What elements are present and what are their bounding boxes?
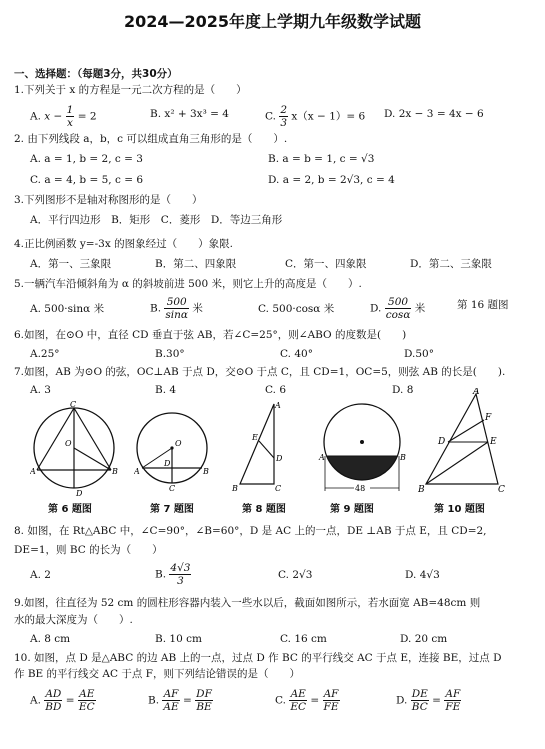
q5-option-c[interactable]: C. 500·cosα 米 — [258, 303, 335, 315]
q6-stem: 6.如图，在⊙O 中，直径 CD 垂直于弦 AB，若∠C=25°，则∠ABO 的度数是( ) — [14, 329, 407, 341]
svg-text:B: B — [112, 467, 118, 476]
q8-option-a[interactable]: A. 2 — [30, 569, 51, 581]
fraction: $\frac{AE}{EC}$ — [290, 688, 307, 713]
q7-option-c[interactable]: C. 6 — [265, 384, 287, 396]
q10-option-a[interactable]: A. $\frac{AD}{BD}$ = $\frac{AE}{EC}$ — [30, 688, 95, 713]
q7-option-b[interactable]: B. 4 — [155, 384, 177, 396]
q10-stem-line2: 作 BE 的平行线交 AC 于点 F，则下列结论错误的是（ ） — [14, 668, 300, 680]
q2-option-d[interactable]: D. a = 2, b = 2√3, c = 4 — [268, 174, 395, 186]
svg-text:D: D — [276, 454, 283, 463]
fraction: $\frac{1}{x}$ — [66, 104, 74, 129]
svg-text:E: E — [490, 437, 497, 447]
q1-option-b[interactable]: B. x² + 3x³ = 4 — [150, 108, 229, 120]
q9-option-b[interactable]: B. 10 cm — [155, 633, 202, 645]
fraction: $\frac{500}{\cos\alpha}$ — [385, 296, 411, 321]
q6-option-d[interactable]: D.50° — [404, 348, 434, 360]
figure-7-circle-diagram — [134, 402, 214, 492]
q8-stem-line1: 8. 如图，在 Rt△ABC 中，∠C=90°，∠B=60°，D 是 AC 上的一点，DE ⊥AB 于点 E，且 CD=2, — [14, 525, 487, 537]
svg-text:B: B — [400, 453, 406, 462]
q10-stem-line1: 10. 如图，点 D 是△ABC 的边 AB 上的一点，过点 D 作 BC 的平行线交 AC 于点 E，连接 BE，过点 D — [14, 652, 502, 664]
fraction: $\frac{AE}{EC}$ — [78, 688, 95, 713]
svg-text:C: C — [70, 400, 77, 409]
q6-option-a[interactable]: A.25° — [30, 348, 60, 360]
q5-option-b[interactable]: B. $\frac{500}{\sin\alpha}$ 米 — [150, 296, 203, 321]
svg-text:D: D — [164, 459, 171, 468]
svg-text:A: A — [319, 453, 325, 462]
svg-text:E: E — [252, 433, 258, 442]
q9-option-a[interactable]: A. 8 cm — [30, 633, 71, 645]
q2-option-c[interactable]: C. a = 4, b = 5, c = 6 — [30, 174, 144, 186]
q2-option-b[interactable]: B. a = b = 1, c = √3 — [268, 153, 375, 165]
q4-stem: 4.正比例函数 y=-3x 的图象经过（ ）象限. — [14, 238, 233, 250]
svg-text:D: D — [76, 489, 83, 498]
q2-option-a[interactable]: A. a = 1, b = 2, c = 3 — [30, 153, 143, 165]
fraction: $\frac{500}{\sin\alpha}$ — [165, 296, 189, 321]
svg-text:A: A — [275, 401, 281, 410]
q4-option-c[interactable]: C．第一、四象限 — [285, 258, 367, 270]
fraction: $\frac{AF}{FE}$ — [445, 688, 461, 713]
svg-text:F: F — [485, 413, 492, 423]
svg-text:B: B — [418, 485, 425, 495]
page-title: 2024—2025年度上学期九年级数学试题 — [123, 12, 422, 31]
q10-option-d[interactable]: D. $\frac{DE}{BC}$ = $\frac{AF}{FE}$ — [396, 688, 461, 713]
q6-option-b[interactable]: B.30° — [155, 348, 185, 360]
q5-stem: 5.一辆汽车沿倾斜角为 α 的斜坡前进 500 米，则它上升的高度是（ ）. — [14, 278, 362, 290]
svg-text:C: C — [275, 484, 282, 493]
figure-7-caption: 第 7 题图 — [150, 504, 194, 515]
fraction: $\frac{AF}{FE}$ — [323, 688, 339, 713]
figure-6-circle-diagram — [30, 398, 120, 498]
fraction: $\frac{2}{3}$ — [280, 104, 288, 129]
q2-stem: 2. 由下列线段 a，b，c 可以组成直角三角形的是（ ）. — [14, 133, 288, 145]
q6-option-c[interactable]: C. 40° — [280, 348, 313, 360]
q5-option-a[interactable]: A. 500·sinα 米 — [30, 303, 105, 315]
svg-text:O: O — [65, 439, 72, 448]
fraction: $\frac{AF}{AE}$ — [163, 688, 179, 713]
svg-text:A: A — [30, 467, 36, 476]
q4-option-b[interactable]: B．第二、四象限 — [155, 258, 237, 270]
figure-10-triangle-diagram — [418, 388, 518, 496]
figure-9-cylinder-section — [316, 400, 408, 496]
q4-option-a[interactable]: A．第一、三象限 — [30, 258, 112, 270]
svg-text:B: B — [203, 467, 209, 476]
svg-text:O: O — [175, 439, 182, 448]
figure-6-caption: 第 6 题图 — [48, 504, 92, 515]
q4-option-d[interactable]: D．第二、三象限 — [410, 258, 492, 270]
q7-stem: 7.如图，AB 为⊙O 的弦，OC⊥AB 于点 D，交⊙O 于点 C，且 CD=1，OC=5，则弦 AB 的长是( ). — [14, 366, 506, 378]
q1-option-c[interactable]: C. $\frac{2}{3}$ x（x − 1）= 6 — [265, 104, 366, 129]
figure-8-caption: 第 8 题图 — [242, 504, 286, 515]
q5-figure-reference: 第 16 题图 — [457, 299, 509, 311]
fraction: $\frac{DF}{BE}$ — [196, 688, 212, 713]
q8-option-b[interactable]: B. $\frac{4√3}{3}$ — [155, 562, 191, 587]
fraction: $\frac{DE}{BC}$ — [411, 688, 428, 713]
figure-8-triangle-diagram — [228, 398, 294, 493]
svg-text:A: A — [134, 467, 140, 476]
section-heading: 一、选择题：（每题3分，共30分） — [14, 68, 178, 80]
svg-text:B: B — [232, 484, 238, 493]
q8-option-c[interactable]: C. 2√3 — [278, 569, 313, 581]
q1-option-a[interactable]: A. x − $\frac{1}{x}$ = 2 — [30, 104, 97, 129]
q7-option-a[interactable]: A. 3 — [30, 384, 51, 396]
figure-10-caption: 第 10 题图 — [434, 504, 485, 515]
q8-option-d[interactable]: D. 4√3 — [405, 569, 440, 581]
svg-text:A: A — [473, 388, 480, 397]
q9-stem-line2: 水的最大深度为（ ）. — [14, 614, 133, 626]
fraction: $\frac{4√3}{3}$ — [170, 562, 191, 587]
q9-option-d[interactable]: D. 20 cm — [400, 633, 448, 645]
q10-option-b[interactable]: B. $\frac{AF}{AE}$ = $\frac{DF}{BE}$ — [148, 688, 212, 713]
q3-options[interactable]: A．平行四边形 B．矩形 C．菱形 D．等边三角形 — [30, 214, 283, 226]
q8-stem-line2: DE=1，则 BC 的长为（ ） — [14, 544, 163, 556]
q7-option-d[interactable]: D. 8 — [392, 384, 414, 396]
q9-stem-line1: 9.如图，往直径为 52 cm 的圆柱形容器内装入一些水以后，截面如图所示，若水面宽 AB=48cm 则 — [14, 597, 481, 609]
q10-option-c[interactable]: C. $\frac{AE}{EC}$ = $\frac{AF}{FE}$ — [275, 688, 339, 713]
q9-option-c[interactable]: C. 16 cm — [280, 633, 327, 645]
q3-stem: 3.下列图形不是轴对称图形的是（ ） — [14, 194, 203, 206]
svg-text:D: D — [438, 437, 446, 447]
q1-option-d[interactable]: D. 2x − 3 = 4x − 6 — [384, 108, 484, 120]
q5-option-d[interactable]: D. $\frac{500}{\cos\alpha}$ 米 — [370, 296, 426, 321]
svg-text:C: C — [169, 484, 176, 492]
fraction: $\frac{AD}{BD}$ — [45, 688, 62, 713]
svg-text:C: C — [498, 485, 505, 495]
figure-9-width-label: 48 — [355, 484, 366, 493]
figure-9-caption: 第 9 题图 — [330, 504, 374, 515]
q1-stem: 1.下列关于 x 的方程是一元二次方程的是（ ） — [14, 84, 247, 96]
